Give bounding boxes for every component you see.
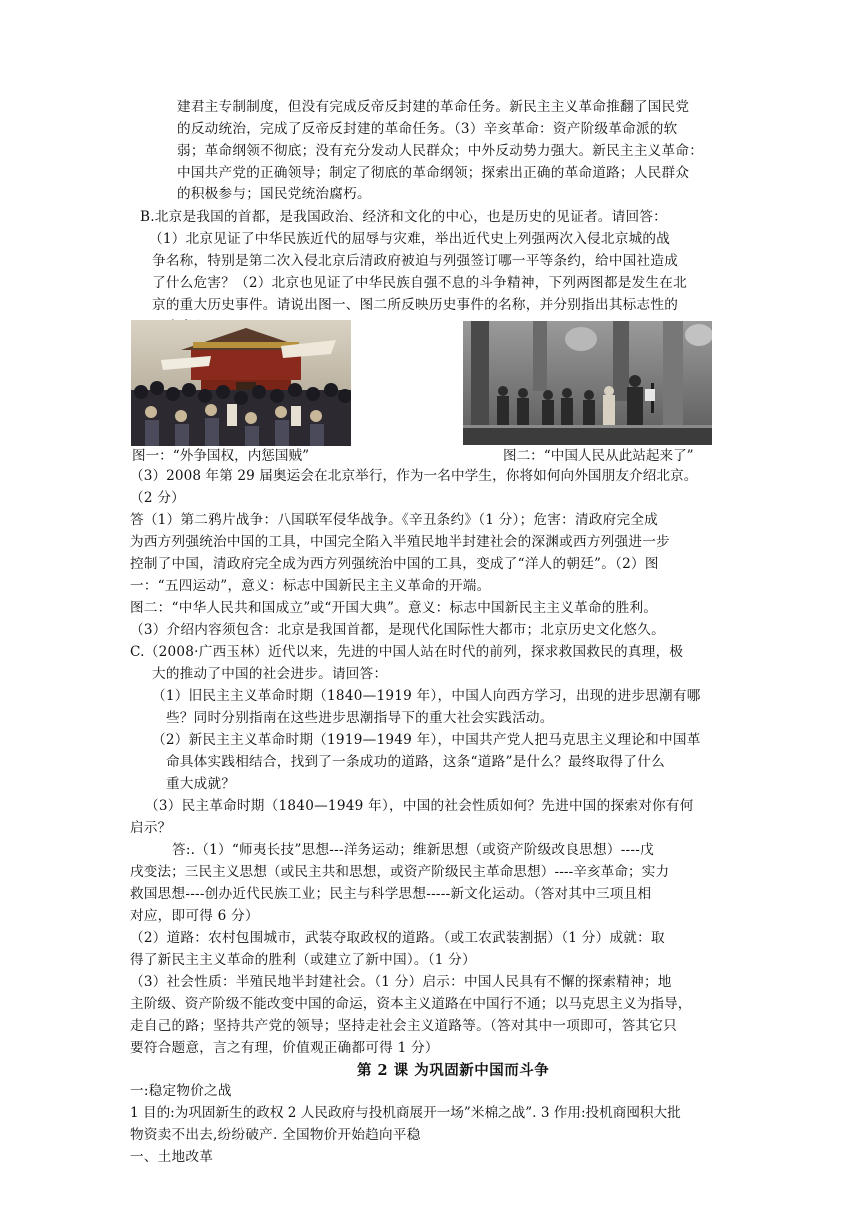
section-heading: 一、土地改革	[130, 1149, 214, 1165]
text-line: 的积极参与；国民党统治腐朽。	[177, 186, 371, 202]
section-heading: 一:稳定物价之战	[130, 1083, 232, 1099]
text-line: （3）介绍内容须包含：北京是我国首都，是现代化国际性大都市；北京历史文化悠久。	[130, 622, 665, 638]
text-line: 了什么危害？（2）北京也见证了中华民族自强不息的斗争精神，下列两图都是发生在北	[152, 275, 687, 291]
text-line: 些？同时分别指南在这些进步思潮指导下的重大社会实践活动。	[166, 710, 554, 726]
text-line: （3）社会性质：半殖民地半封建社会。（1 分）启示：中国人民具有不懈的探索精神；地	[130, 974, 672, 990]
text-line: 重大成就？	[166, 776, 236, 792]
text-line: 京的重大历史事件。请说出图一、图二所反映历史事件的名称，并分别指出其标志性的	[152, 297, 679, 313]
text-line: 建君主专制制度，但没有完成反帝反封建的革命任务。新民主主义革命推翻了国民党	[177, 99, 690, 115]
text-line: 命具体实践相结合，找到了一条成功的道路，这条“道路”是什么？最终取得了什么	[166, 754, 665, 770]
text-line: 为西方列强统治中国的工具，中国完全陷入半殖民地半封建社会的深渊或西方列强进一步	[130, 534, 670, 550]
text-line: 启示？	[130, 820, 172, 836]
question-c-heading: C.（2008·广西玉林）近代以来，先进的中国人站在时代的前列，探求救国救民的真理，极	[130, 644, 684, 660]
text-line: 答:.（1）“师夷长技”思想---洋务运动；维新思想（或资产阶级改良思想）----戊	[172, 842, 654, 858]
text-line: （2）道路：农村包围城市，武装夺取政权的道路。（或工农武装割据）（1 分）成就：取	[130, 930, 665, 946]
text-line: 走自己的路；坚持共产党的领导；坚持走社会主义道路等。（答对其中一项即可，答其它只	[130, 1018, 677, 1034]
text-line: （1）北京见证了中华民族近代的屈辱与灾难，举出近代史上列强两次入侵北京城的战	[149, 231, 671, 247]
text-line: 物资卖不出去,纷纷破产. 全国物价开始趋向平稳	[130, 1127, 421, 1143]
text-line: 大的推动了中国的社会进步。请回答：	[152, 666, 388, 682]
text-line: 1 目的:为巩固新生的政权 2 人民政府与投机商展开一场”米棉之战”. 3 作用:投机商囤积大批	[130, 1105, 681, 1121]
lesson-title: 第 2 课 为巩固新中国而斗争	[357, 1062, 550, 1079]
figure-1-caption: 图一：“外争国权，内惩国贼”	[132, 448, 310, 464]
figure-1-image	[131, 320, 351, 446]
text-line: 对应，即可得 6 分）	[130, 908, 259, 924]
text-line: （3）民主革命时期（1840—1949 年），中国的社会性质如何？先进中国的探索对你有何	[145, 798, 694, 814]
text-line: 一：“五四运动”，意义：标志中国新民主主义革命的开端。	[130, 578, 491, 594]
text-line: 答（1）第二鸦片战争：八国联军侵华战争。《辛丑条约》（1 分）；危害：清政府完全成	[130, 512, 659, 528]
text-line: 得了新民主主义革命的胜利（或建立了新中国）。（1 分）	[130, 952, 476, 968]
text-line: 的反动统治，完成了反帝反封建的革命任务。（3）辛亥革命：资产阶级革命派的软	[177, 121, 678, 137]
figure-2-caption: 图二：“中国人民从此站起来了”	[503, 448, 694, 464]
text-line: （1）旧民主主义革命时期（1840—1919 年），中国人向西方学习，出现的进步思潮有哪	[152, 688, 701, 704]
question-b-heading: B.北京是我国的首都，是我国政治、经济和文化的中心，也是历史的见证者。请回答：	[140, 209, 668, 225]
text-line: 图二：“中华人民共和国成立”或“开国大典”。意义：标志中国新民主主义革命的胜利。	[130, 600, 658, 616]
text-line: 中国共产党的正确领导；制定了彻底的革命纲领；探索出正确的革命道路；人民群众	[177, 165, 690, 181]
text-line: 主阶级、资产阶级不能改变中国的命运，资本主义道路在中国行不通；以马克思主义为指导，	[130, 996, 692, 1012]
text-line: 救国思想----创办近代民族工业；民主与科学思想-----新文化运动。（答对其中三项且相	[130, 886, 652, 902]
text-line: 戌变法；三民主义思想（或民主共和思想，或资产阶级民主革命思想）----辛亥革命；实力	[130, 864, 670, 880]
text-line: （3）2008 年第 29 届奥运会在北京举行，作为一名中学生，你将如何向外国朋友介绍北京。	[130, 468, 698, 484]
text-line: 控制了中国，清政府完全成为西方列强统治中国的工具，变成了“洋人的朝廷”。（2）图	[130, 556, 659, 572]
text-line: 弱；革命纲领不彻底；没有充分发动人民群众；中外反动势力强大。新民主主义革命：	[177, 143, 704, 159]
text-line: 争名称，特别是第二次入侵北京后清政府被迫与列强签订哪一平等条约，给中国社造成	[152, 253, 679, 269]
text-line: 要符合题意，言之有理，价值观正确都可得 1 分）	[130, 1040, 439, 1056]
text-line: （2）新民主主义革命时期（1919—1949 年），中国共产党人把马克思主义理论和中国革	[152, 732, 701, 748]
text-line: （2 分）	[130, 490, 186, 506]
figure-2-image	[463, 321, 712, 445]
